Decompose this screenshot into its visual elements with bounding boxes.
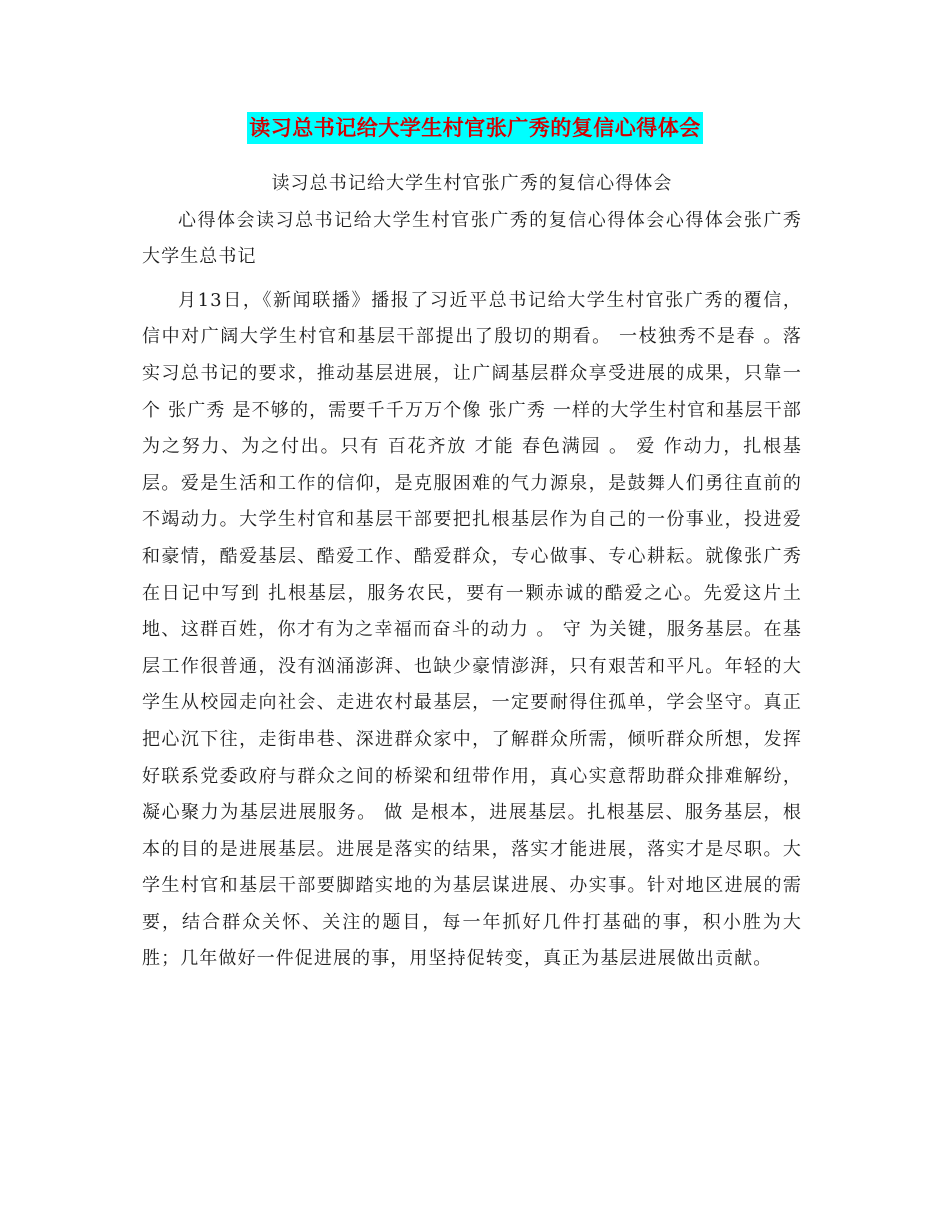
document-subtitle: 读习总书记给大学生村官张广秀的复信心得体会 [271, 173, 673, 194]
document-body [142, 166, 802, 978]
title-container [0, 112, 950, 144]
body-paragraph: 月13日，《新闻联播》播报了习近平总书记给大学生村官张广秀的覆信，信中对广阔大学生村官和基层干部提出了殷切的期看。 一枝独秀不是春 。落实习总书记的要求，推动基层进展，让广阔基层群众享受进展的成果，只靠一个 张广秀 是不够的，需要千千万万个像 张广秀 一样的大学生村官和基层干部为之努力、为之付出。只有 百花齐放 才能 春色满园 。 爱 作动力，扎根基层。爱是生活和工作的信仰，是克服困难的气力源泉，是鼓舞人们勇往直前的不竭动力。大学生村官和基层干部要把扎根基层作为自己的一份事业，投进爱和豪情，酷爱基层、酷爱工作、酷爱群众，专心做事、专心耕耘。就像张广秀在日记中写到 扎根基层，服务农民，要有一颗赤诚的酷爱之心。先爱这片土地、这群百姓，你才有为之幸福而奋斗的动力 。 守 为关键，服务基层。在基层工作很普通，没有汹涌澎湃、也缺少豪情澎湃，只有艰苦和平凡。年轻的大学生从校园走向社会、走进农村最基层，一定要耐得住孤单，学会坚守。真正把心沉下往，走街串巷、深进群众家中，了解群众所需，倾听群众所想，发挥好联系党委政府与群众之间的桥梁和纽带作用，真心实意帮助群众排难解纷，凝心聚力为基层进展服务。 做 是根本，进展基层。扎根基层、服务基层，根本的目的是进展基层。进展是落实的结果，落实才能进展，落实才是尽职。大学生村官和基层干部要脚踏实地的为基层谋进展、办实事。针对地区进展的需要，结合群众关怀、关注的题目，每一年抓好几件打基础的事，积小胜为大胜；几年做好一件促进展的事，用坚持促转变，真正为基层进展做出贡献。 [142, 289, 802, 970]
document-title: 读习总书记给大学生村官张广秀的复信心得体会 [247, 112, 703, 144]
keywords-paragraph: 心得体会读习总书记给大学生村官张广秀的复信心得体会心得体会张广秀大学生总书记 [142, 209, 802, 268]
